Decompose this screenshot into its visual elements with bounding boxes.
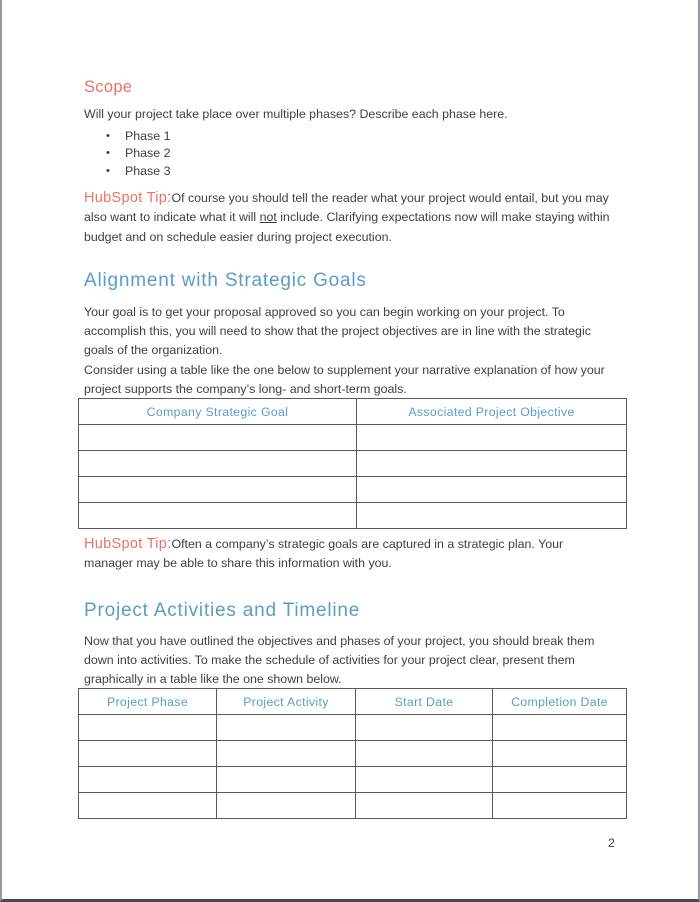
table-row [79,715,627,741]
table-row [79,767,627,793]
heading-alignment-with-strategic-goals: Alignment with Strategic Goals [84,270,367,291]
table-cell[interactable] [493,767,627,793]
table-cell[interactable] [79,425,357,451]
column-header-associated-project-objective: Associated Project Objective [357,399,627,425]
table-header-row [79,399,627,425]
table-cell[interactable] [217,767,356,793]
hubspot-tip-text-part-2: include. Clarifying expectations now will make staying within budget and on schedule easier during project execution. [84,210,610,244]
table-cell[interactable] [493,741,627,767]
timeline-paragraph-1: Now that you have outlined the objectives and phases of your project, you should break them down into activities. To make the schedule of activities for your project clear, present them graphically in a table like the one shown below. [84,634,595,687]
table-cell[interactable] [357,477,627,503]
table-header-row [79,689,627,715]
column-header-project-activity: Project Activity [217,689,356,715]
table-row [79,425,627,451]
table-cell[interactable] [79,767,217,793]
table-cell[interactable] [356,715,493,741]
table-row [79,451,627,477]
table-cell[interactable] [356,793,493,819]
table-cell[interactable] [79,715,217,741]
table-cell[interactable] [79,451,357,477]
table-row [79,741,627,767]
table-cell[interactable] [79,793,217,819]
column-header-completion-date: Completion Date [493,689,627,715]
table-cell[interactable] [357,503,627,529]
table-cell[interactable] [217,741,356,767]
heading-scope: Scope [84,78,133,96]
hubspot-tip-label: HubSpot Tip: [84,190,172,206]
table-cell[interactable] [357,451,627,477]
project-activities-table [78,688,627,819]
hubspot-tip-text: Often a company’s strategic goals are captured in a strategic plan. Your manager may be able to share this information with you. [84,537,564,571]
table-cell[interactable] [493,715,627,741]
table-cell[interactable] [493,793,627,819]
list-item: • Phase 3 [84,163,170,180]
hubspot-tip-scope [84,189,616,247]
strategic-goals-table [78,398,627,529]
table-cell[interactable] [217,715,356,741]
column-header-company-strategic-goal: Company Strategic Goal [79,399,357,425]
scope-phase-list [84,128,170,180]
table-cell[interactable] [79,741,217,767]
table-row [79,477,627,503]
table-cell[interactable] [357,425,627,451]
table-cell[interactable] [79,503,357,529]
scope-intro-paragraph: Will your project take place over multiple phases? Describe each phase here. [84,107,508,121]
table-row [79,793,627,819]
page-number: 2 [608,836,615,850]
column-header-start-date: Start Date [356,689,493,715]
hubspot-tip-alignment [84,535,604,574]
column-header-project-phase: Project Phase [79,689,217,715]
table-cell[interactable] [356,741,493,767]
hubspot-tip-text-part-1: Of course you should tell the reader what your project would entail, but you may also want to indicate what it will [84,191,609,225]
hubspot-tip-label: HubSpot Tip: [84,536,172,552]
table-cell[interactable] [217,793,356,819]
list-item: • Phase 2 [84,145,170,162]
hubspot-tip-underlined-word: not [259,210,277,225]
heading-project-activities-and-timeline: Project Activities and Timeline [84,600,361,621]
alignment-paragraph-2: Consider using a table like the one below to supplement your narrative explanation of how your project supports the company’s long- and short-term goals. [84,363,605,397]
alignment-paragraph-1: Your goal is to get your proposal approved so you can begin working on your project. To accomplish this, you will need to show that the project objectives are in line with the strategic goals of the organization. [84,305,591,358]
table-cell[interactable] [79,477,357,503]
table-cell[interactable] [356,767,493,793]
list-item: • Phase 1 [84,128,170,145]
table-row [79,503,627,529]
